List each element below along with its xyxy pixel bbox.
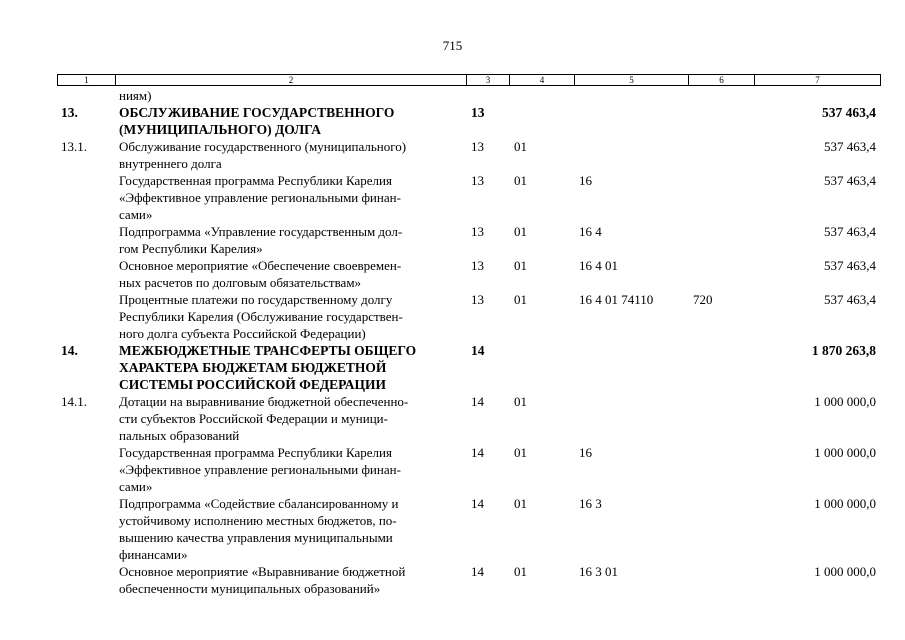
- expense-type-code: 720: [693, 292, 713, 307]
- table-row: [57, 104, 880, 138]
- description-line: Государственная программа Республики Карелия: [119, 173, 392, 188]
- subsection-code: 01: [514, 445, 527, 460]
- description-line: «Эффективное управление региональными финан-: [119, 190, 401, 205]
- row-description: [119, 87, 464, 104]
- description-line: МЕЖБЮДЖЕТНЫЕ ТРАНСФЕРТЫ ОБЩЕГО: [119, 343, 417, 358]
- section-code: 13: [471, 105, 485, 120]
- section-code: 13: [471, 258, 484, 273]
- table-row: [57, 342, 880, 393]
- row-description: [119, 172, 464, 223]
- amount-value: 1 000 000,0: [814, 496, 876, 511]
- program-code: 16 3: [579, 496, 602, 511]
- description-line: гом Республики Карелия»: [119, 241, 263, 256]
- table-row: [57, 87, 880, 104]
- subsection-code: 01: [514, 496, 527, 511]
- row-description: [119, 291, 464, 342]
- description-line: СИСТЕМЫ РОССИЙСКОЙ ФЕДЕРАЦИИ: [119, 377, 386, 392]
- description-line: вышению качества управления муниципальными: [119, 530, 393, 545]
- description-line: внутреннего долга: [119, 156, 222, 171]
- row-description: [119, 223, 464, 257]
- description-line: ниям): [119, 88, 152, 103]
- description-line: ХАРАКТЕРА БЮДЖЕТАМ БЮДЖЕТНОЙ: [119, 360, 387, 375]
- column-header-3: 3: [467, 75, 510, 86]
- subsection-code: 01: [514, 564, 527, 579]
- subsection-code: 01: [514, 224, 527, 239]
- table-row: [57, 138, 880, 172]
- page-number: 715: [442, 38, 463, 53]
- table-row: [57, 223, 880, 257]
- row-description: [119, 138, 464, 172]
- column-header-1: 1: [58, 75, 116, 86]
- column-header-row: [57, 74, 881, 86]
- table-row: [57, 563, 880, 597]
- description-line: «Эффективное управление региональными финан-: [119, 462, 401, 477]
- row-description: [119, 444, 464, 495]
- row-description: [119, 342, 464, 393]
- subsection-code: 01: [514, 258, 527, 273]
- description-line: ОБСЛУЖИВАНИЕ ГОСУДАРСТВЕННОГО: [119, 105, 395, 120]
- description-line: ных расчетов по долговым обязательствам»: [119, 275, 362, 290]
- section-code: 14: [471, 564, 484, 579]
- row-number: 14.: [61, 343, 78, 358]
- row-description: [119, 563, 464, 597]
- description-line: Дотации на выравнивание бюджетной обеспеченно-: [119, 394, 409, 409]
- table-row: [57, 444, 880, 495]
- row-description: [119, 104, 464, 138]
- row-description: [119, 257, 464, 291]
- program-code: 16: [579, 445, 592, 460]
- table-row: [57, 172, 880, 223]
- amount-value: 1 870 263,8: [811, 343, 876, 358]
- section-code: 14: [471, 445, 484, 460]
- subsection-code: 01: [514, 139, 527, 154]
- section-code: 13: [471, 139, 484, 154]
- table-row: [57, 291, 880, 342]
- subsection-code: 01: [514, 173, 527, 188]
- column-header-4: 4: [510, 75, 575, 86]
- description-line: сти субъектов Российской Федерации и муници-: [119, 411, 388, 426]
- budget-table-body: [57, 87, 880, 597]
- table-row: [57, 257, 880, 291]
- subsection-code: 01: [514, 292, 527, 307]
- section-code: 14: [471, 394, 484, 409]
- description-line: Обслуживание государственного (муниципального): [119, 139, 407, 154]
- column-header-2: 2: [116, 75, 467, 86]
- row-number: 13.1.: [61, 139, 87, 154]
- section-code: 13: [471, 292, 484, 307]
- description-line: ного долга субъекта Российской Федерации): [119, 326, 366, 341]
- description-line: Процентные платежи по государственному долгу: [119, 292, 393, 307]
- section-code: 13: [471, 173, 484, 188]
- column-header-7: 7: [755, 75, 881, 86]
- section-code: 14: [471, 496, 484, 511]
- program-code: 16 4: [579, 224, 602, 239]
- description-line: Государственная программа Республики Карелия: [119, 445, 392, 460]
- amount-value: 537 463,4: [824, 224, 876, 239]
- description-line: пальных образований: [119, 428, 240, 443]
- row-description: [119, 495, 464, 563]
- description-line: Основное мероприятие «Выравнивание бюджетной: [119, 564, 406, 579]
- description-line: (МУНИЦИПАЛЬНОГО) ДОЛГА: [119, 122, 322, 137]
- amount-value: 537 463,4: [824, 258, 876, 273]
- description-line: Подпрограмма «Управление государственным дол-: [119, 224, 403, 239]
- column-header-6: 6: [689, 75, 755, 86]
- section-code: 14: [471, 343, 485, 358]
- description-line: сами»: [119, 479, 153, 494]
- table-row: [57, 495, 880, 563]
- program-code: 16 3 01: [579, 564, 618, 579]
- description-line: сами»: [119, 207, 153, 222]
- column-header-5: 5: [575, 75, 689, 86]
- table-row: [57, 393, 880, 444]
- amount-value: 1 000 000,0: [814, 564, 876, 579]
- description-line: обеспеченности муниципальных образований»: [119, 581, 381, 596]
- program-code: 16: [579, 173, 592, 188]
- amount-value: 537 463,4: [824, 292, 876, 307]
- subsection-code: 01: [514, 394, 527, 409]
- amount-value: 1 000 000,0: [814, 394, 876, 409]
- amount-value: 537 463,4: [824, 173, 876, 188]
- amount-value: 537 463,4: [824, 139, 876, 154]
- amount-value: 1 000 000,0: [814, 445, 876, 460]
- description-line: Основное мероприятие «Обеспечение своевремен-: [119, 258, 402, 273]
- description-line: устойчивому исполнению местных бюджетов, по-: [119, 513, 397, 528]
- row-number: 14.1.: [61, 394, 87, 409]
- section-code: 13: [471, 224, 484, 239]
- description-line: финансами»: [119, 547, 188, 562]
- row-description: [119, 393, 464, 444]
- amount-value: 537 463,4: [822, 105, 876, 120]
- program-code: 16 4 01 74110: [579, 292, 654, 307]
- description-line: Республики Карелия (Обслуживание государствен-: [119, 309, 403, 324]
- description-line: Подпрограмма «Содействие сбалансированному и: [119, 496, 399, 511]
- row-number: 13.: [61, 105, 78, 120]
- program-code: 16 4 01: [579, 258, 618, 273]
